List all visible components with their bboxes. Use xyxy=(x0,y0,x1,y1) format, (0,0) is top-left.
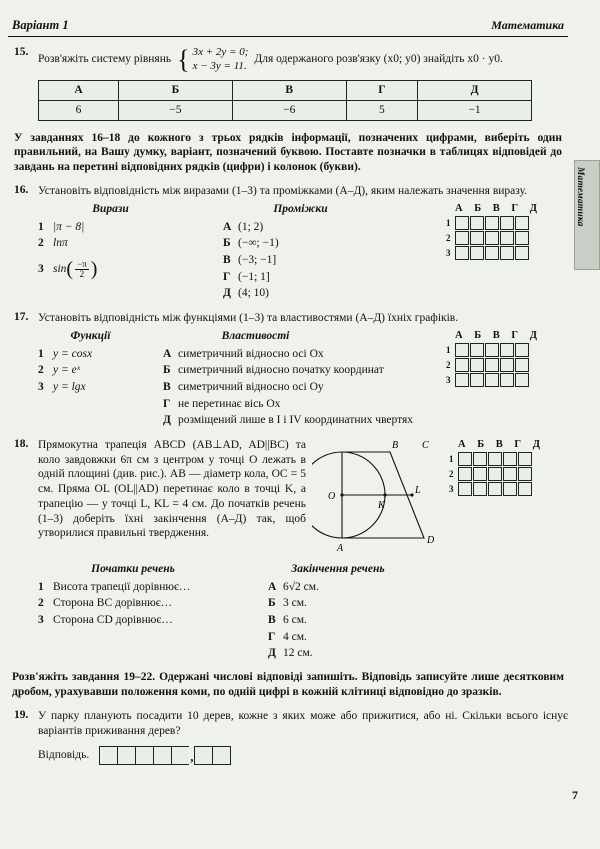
matrix-cell[interactable] xyxy=(518,467,532,481)
list-item xyxy=(268,579,488,596)
item-key: 2 xyxy=(38,364,44,377)
task-18-col2-title: Закінчення речень xyxy=(291,562,385,575)
list-item xyxy=(268,595,488,612)
item-text: (1; 2) xyxy=(238,220,264,233)
task-18-number: 18. xyxy=(14,437,29,450)
item-text: не перетинає вісь Ox xyxy=(178,397,281,410)
matrix-cell[interactable] xyxy=(515,373,529,387)
item-key: Г xyxy=(163,397,171,410)
item-text: y = lgx xyxy=(53,380,86,393)
list-item xyxy=(38,595,268,612)
answer-box[interactable] xyxy=(135,746,153,765)
matrix-cell[interactable] xyxy=(458,467,472,481)
matrix-header: А Б В Г Д xyxy=(455,329,542,341)
geometry-figure xyxy=(312,438,447,556)
task-17 xyxy=(8,311,568,429)
matrix-cell[interactable] xyxy=(485,373,499,387)
task-19-number: 19. xyxy=(14,708,29,721)
list-item xyxy=(163,362,438,379)
matrix-row xyxy=(446,246,541,260)
item-text: Висота трапеції дорівнює… xyxy=(53,580,191,593)
answer-value-d[interactable]: 5 xyxy=(346,100,418,120)
answer-box[interactable] xyxy=(153,746,171,765)
matrix-cell[interactable] xyxy=(485,231,499,245)
task-16-number: 16. xyxy=(14,184,29,197)
item-key: 2 xyxy=(38,597,44,610)
list-item xyxy=(38,235,223,252)
matrix-cell[interactable] xyxy=(518,452,532,466)
matrix-cell[interactable] xyxy=(485,343,499,357)
item-key: Б xyxy=(268,597,276,610)
item-text: sin xyxy=(53,263,67,276)
item-key: 3 xyxy=(38,613,44,626)
answer-box[interactable] xyxy=(99,746,117,765)
answer-option-e: Д xyxy=(418,80,532,100)
matrix-row xyxy=(449,482,544,496)
matrix-row-label: 2 xyxy=(446,232,451,243)
item-text: Сторона BC дорівнює… xyxy=(53,597,173,610)
task-17-text: Установіть відповідність між функціями (1–3) та властивостями (А–Д) їхніх графіків. xyxy=(38,312,459,325)
task-16 xyxy=(8,184,568,302)
matrix-cell[interactable] xyxy=(500,231,514,245)
matrix-cell[interactable] xyxy=(470,231,484,245)
answer-value-a[interactable]: 6 xyxy=(39,100,119,120)
task-19-answer-label: Відповідь. xyxy=(38,749,90,762)
task-17-number: 17. xyxy=(14,311,29,324)
side-tab-label: Математика xyxy=(575,167,585,227)
item-key: А xyxy=(268,580,277,593)
matrix-row xyxy=(446,358,541,372)
task-19-text: У парку планують посадити 10 дерев, кожне з яких може або прижитися, або ні. Скільки всього існує варіантів приживання дерев? xyxy=(38,709,568,737)
decimal-comma: , xyxy=(190,748,194,764)
item-text: 3 см. xyxy=(283,597,307,610)
trapezoid-circle-diagram xyxy=(312,438,447,556)
matrix-row-label: 3 xyxy=(449,483,454,494)
item-key: А xyxy=(223,220,232,233)
matrix-cell[interactable] xyxy=(455,358,469,372)
matrix-cell[interactable] xyxy=(470,216,484,230)
matrix-cell[interactable] xyxy=(500,246,514,260)
task-18 xyxy=(8,438,568,662)
matrix-cell[interactable] xyxy=(485,216,499,230)
task-16-text: Установіть відповідність між виразами (1–3) та проміжками (А–Д), яким належать значення виразу. xyxy=(38,185,528,198)
item-key: А xyxy=(163,347,172,360)
matrix-cell[interactable] xyxy=(470,358,484,372)
fraction-pi-over-2: $\frac{-\pi}{2}$ xyxy=(77,258,87,280)
variant-label: Варіант 1 xyxy=(12,18,69,32)
item-text: (−∞; −1) xyxy=(238,237,279,250)
item-key: 1 xyxy=(38,347,44,360)
answer-value-e[interactable]: −1 xyxy=(418,100,532,120)
matrix-cell[interactable] xyxy=(455,246,469,260)
table-row-values xyxy=(39,100,532,120)
system-brace: { xyxy=(177,44,190,74)
task-19 xyxy=(8,709,568,765)
matrix-row-label: 1 xyxy=(446,344,451,355)
matrix-cell[interactable] xyxy=(515,246,529,260)
list-item xyxy=(223,235,438,252)
svg-text:K: K xyxy=(378,499,385,511)
item-key: В xyxy=(223,254,231,267)
task-18-answer-matrix[interactable] xyxy=(449,438,544,556)
answer-option-c: В xyxy=(232,80,346,100)
answer-value-b[interactable]: −5 xyxy=(118,100,232,120)
list-item xyxy=(38,219,223,236)
answer-box[interactable] xyxy=(117,746,135,765)
matrix-cell[interactable] xyxy=(488,467,502,481)
matrix-cell[interactable] xyxy=(500,343,514,357)
matrix-cell[interactable] xyxy=(515,216,529,230)
matrix-cell[interactable] xyxy=(473,482,487,496)
matrix-row xyxy=(446,343,541,357)
list-item xyxy=(223,219,438,236)
svg-text:D: D xyxy=(427,534,435,546)
list-item xyxy=(38,579,268,596)
item-text: розміщений лише в I і IV координатних чвертях xyxy=(178,414,414,427)
item-text: (4; 10) xyxy=(238,287,269,300)
item-key: В xyxy=(268,613,276,626)
answer-box[interactable] xyxy=(194,746,212,765)
matrix-cell[interactable] xyxy=(470,373,484,387)
matrix-header: А Б В Г Д xyxy=(458,438,545,450)
table-row-headers xyxy=(39,80,532,100)
task-18-col1-title: Початки речень xyxy=(91,562,175,575)
task-17-answer-matrix[interactable] xyxy=(446,329,541,429)
item-text: 6√2 см. xyxy=(283,580,319,593)
list-item xyxy=(163,396,438,413)
list-item xyxy=(38,362,163,379)
matrix-row-label: 2 xyxy=(446,359,451,370)
answer-option-d: Г xyxy=(346,80,418,100)
list-item xyxy=(38,255,223,284)
answer-option-b: Б xyxy=(118,80,232,100)
matrix-cell[interactable] xyxy=(500,373,514,387)
list-item xyxy=(163,346,438,363)
matrix-cell[interactable] xyxy=(455,343,469,357)
list-item xyxy=(223,252,438,269)
page-number: 7 xyxy=(572,788,578,802)
paren-open: ( xyxy=(66,258,74,281)
item-text: lnπ xyxy=(53,237,68,250)
instruction-16-18: У завданнях 16–18 до кожного з трьох рядків інформації, позначених цифрами, виберіть один правильний, на Вашу думку, варіант, позначений буквою. Поставте позначки в таблицях відповідей до завдань на перетині відповідних рядків (цифри) і колонок (букви). xyxy=(14,131,562,174)
answer-box[interactable] xyxy=(171,746,189,765)
item-key: Б xyxy=(223,237,231,250)
matrix-cell[interactable] xyxy=(500,358,514,372)
item-key: Г xyxy=(223,270,231,283)
task-15-eq2: x − 3y = 11. xyxy=(192,59,247,72)
list-item xyxy=(268,629,488,646)
item-key: Д xyxy=(223,287,231,300)
list-item xyxy=(38,612,268,629)
item-text: Сторона CD дорівнює… xyxy=(53,613,173,626)
task-15 xyxy=(8,46,568,121)
list-item xyxy=(38,346,163,363)
item-key: Г xyxy=(268,630,276,643)
list-item xyxy=(163,379,438,396)
item-text: симетричний відносно осі Oy xyxy=(178,380,324,393)
matrix-cell[interactable] xyxy=(503,467,517,481)
svg-text:C: C xyxy=(422,439,429,451)
instruction-19-22: Розв'яжіть завдання 19–22. Одержані числові відповіді запишіть. Відповідь записуйте лише десятковим дробом, урахувавши положення коми, по одній цифрі в кожній клітинці відповідно до зразків. xyxy=(12,670,564,698)
item-text: (−1; 1] xyxy=(238,270,270,283)
matrix-row xyxy=(446,216,541,230)
matrix-cell[interactable] xyxy=(458,482,472,496)
item-key: 3 xyxy=(38,263,44,276)
item-text: (−3; −1] xyxy=(238,254,277,267)
item-text: симетричний відносно осі Ox xyxy=(178,347,324,360)
item-key: В xyxy=(163,380,171,393)
answer-box[interactable] xyxy=(212,746,231,765)
answer-option-a: А xyxy=(39,80,119,100)
item-text: 12 см. xyxy=(283,647,313,660)
matrix-cell[interactable] xyxy=(515,343,529,357)
matrix-row xyxy=(449,452,544,466)
matrix-cell[interactable] xyxy=(473,452,487,466)
matrix-cell[interactable] xyxy=(458,452,472,466)
svg-text:B: B xyxy=(392,439,399,451)
matrix-row xyxy=(449,467,544,481)
task-19-answer-boxes[interactable] xyxy=(99,746,231,765)
matrix-row xyxy=(446,373,541,387)
matrix-cell[interactable] xyxy=(515,358,529,372)
matrix-cell[interactable] xyxy=(500,216,514,230)
item-key: Д xyxy=(268,647,276,660)
item-key: 1 xyxy=(38,220,44,233)
matrix-cell[interactable] xyxy=(485,358,499,372)
matrix-cell[interactable] xyxy=(503,452,517,466)
matrix-cell[interactable] xyxy=(515,231,529,245)
item-text: y = cosx xyxy=(53,347,93,360)
item-key: Б xyxy=(163,364,171,377)
task-17-col1-title: Функції xyxy=(70,329,111,342)
svg-text:L: L xyxy=(415,484,421,496)
matrix-row-label: 3 xyxy=(446,374,451,385)
task-15-lead: Розв'яжіть систему рівнянь xyxy=(38,53,172,66)
task-15-eq1: 3x + 2y = 0; xyxy=(192,46,249,58)
side-tab-subject xyxy=(574,160,600,270)
item-key: Д xyxy=(163,414,171,427)
item-text: 6 см. xyxy=(283,613,307,626)
matrix-cell[interactable] xyxy=(473,467,487,481)
list-item xyxy=(268,645,488,662)
matrix-cell[interactable] xyxy=(470,246,484,260)
svg-text:A: A xyxy=(337,542,344,554)
matrix-cell[interactable] xyxy=(488,452,502,466)
list-item xyxy=(223,285,438,302)
matrix-row xyxy=(446,231,541,245)
item-text: |π − 8| xyxy=(53,220,85,233)
list-item xyxy=(163,412,438,429)
matrix-cell[interactable] xyxy=(455,373,469,387)
subject-label: Математика xyxy=(491,18,564,32)
matrix-row-label: 3 xyxy=(446,247,451,258)
task-18-text: Прямокутна трапеція ABCD (AB⊥AD, AD||BC) та коло завдовжки 6π см з центром у точці O лежать в одній площині (див. рис.). AB — діаметр кола, OC = 5 см. Пряма OL (OL||AD) перетинає коло в точці K, а трапецію — у точці L, KL = 4 см. До початків речень (1–3) доберіть їхні закінчення (А–Д) так, щоб утворилися правильні твердження. xyxy=(38,438,306,540)
item-text: симетричний відносно початку координат xyxy=(178,364,384,377)
list-item xyxy=(268,612,488,629)
task-15-tail: Для одержаного розв'язку (x0; y0) знайдіть x0 · y0. xyxy=(254,53,503,66)
item-key: 1 xyxy=(38,580,44,593)
matrix-row-label: 2 xyxy=(449,468,454,479)
svg-text:O: O xyxy=(328,490,336,502)
matrix-row-label: 1 xyxy=(449,453,454,464)
item-key: 2 xyxy=(38,237,44,250)
matrix-cell[interactable] xyxy=(488,482,502,496)
answer-value-c[interactable]: −6 xyxy=(232,100,346,120)
task-15-answer-table xyxy=(38,80,532,121)
item-key: 3 xyxy=(38,380,44,393)
task-16-col1-title: Вирази xyxy=(92,203,129,216)
task-16-col2-title: Проміжки xyxy=(273,203,328,216)
matrix-cell[interactable] xyxy=(455,231,469,245)
matrix-cell[interactable] xyxy=(503,482,517,496)
matrix-header: А Б В Г Д xyxy=(455,203,542,215)
matrix-cell[interactable] xyxy=(485,246,499,260)
matrix-cell[interactable] xyxy=(455,216,469,230)
page-header xyxy=(8,18,568,37)
matrix-cell[interactable] xyxy=(518,482,532,496)
item-text: y = eˣ xyxy=(53,364,80,377)
list-item xyxy=(223,269,438,286)
task-16-answer-matrix[interactable] xyxy=(446,202,541,302)
list-item xyxy=(38,379,163,396)
paren-close: ) xyxy=(90,258,98,281)
matrix-row-label: 1 xyxy=(446,217,451,228)
item-text: 4 см. xyxy=(283,630,307,643)
task-15-number: 15. xyxy=(14,46,29,58)
task-17-col2-title: Властивості xyxy=(221,329,290,342)
matrix-cell[interactable] xyxy=(470,343,484,357)
